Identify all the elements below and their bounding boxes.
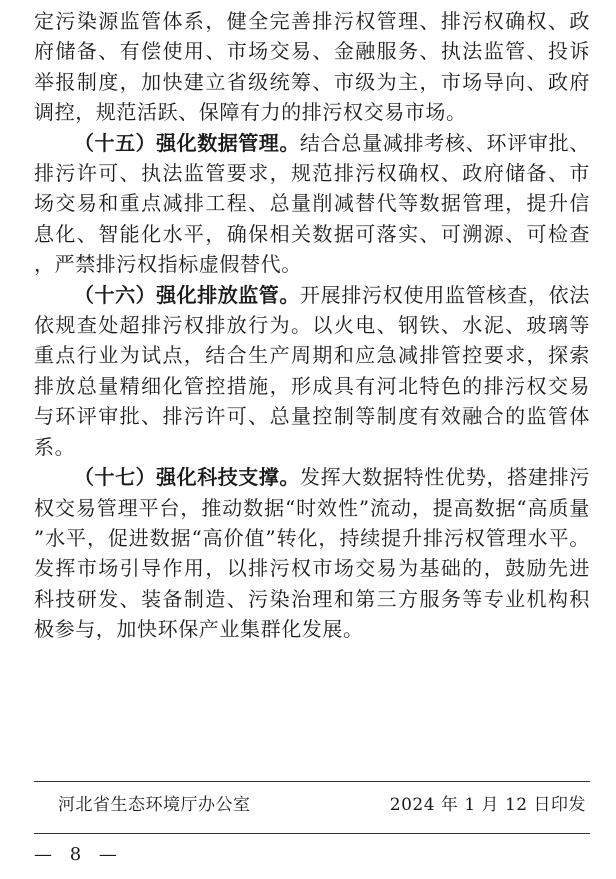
- section-17-body: 发挥大数据特性优势，搭建排污权交易管理平台，推动数据“时效性”流动，提高数据“高质量”水平，促进数据“高价值”转化，持续提升排污权管理水平。发挥市场引导作用，以排污权市场交易为基础的，鼓励先进科技研发、装备制造、污染治理和第三方服务等专业机构积极参与，加快环保产业集群化发展。: [34, 465, 591, 642]
- footer-issue-date: 2024 年 1 月 12 日印发: [389, 795, 586, 815]
- section-16-paragraph: [34, 280, 590, 462]
- section-15-heading: （十五）强化数据管理。: [74, 130, 300, 155]
- section-17-heading: （十七）强化科技支撑。: [74, 465, 300, 490]
- continuation-paragraph: 定污染源监管体系，健全完善排污权管理、排污权确权、政府储备、有偿使用、市场交易、金融服务、执法监管、投诉举报制度，加快建立省级统筹、市级为主，市场导向、政府调控，规范活跃、保障有力的排污权交易市场。: [34, 9, 590, 125]
- footer-bottom-rule: [34, 833, 590, 834]
- document-body: [34, 6, 590, 645]
- section-15-body: 结合总量减排考核、环评审批、排污许可、执法监管要求，规范排污权确权、政府储备、市场交易和重点减排工程、总量削减替代等数据管理，提升信息化、智能化水平，确保相关数据可落实、可溯源、可检查，严禁排污权指标虚假替代。: [34, 130, 591, 277]
- section-16-body: 开展排污权使用监管核查，依法依规查处超排污权排放行为。以火电、钢铁、水泥、玻璃等重点行业为试点，结合生产周期和应急减排管控要求，探索排放总量精细化管控措施，形成具有河北特色的排污权交易与环评审批、排污许可、总量控制等制度有效融合的监管体系。: [34, 282, 591, 459]
- footer-issuer: 河北省生态环境厅办公室: [58, 795, 251, 815]
- section-16-heading: （十六）强化排放监管。: [74, 282, 300, 307]
- footer-top-rule: [34, 781, 590, 782]
- section-15-paragraph: [34, 128, 590, 280]
- page-number: — 8 —: [34, 844, 123, 865]
- section-17-paragraph: [34, 462, 590, 644]
